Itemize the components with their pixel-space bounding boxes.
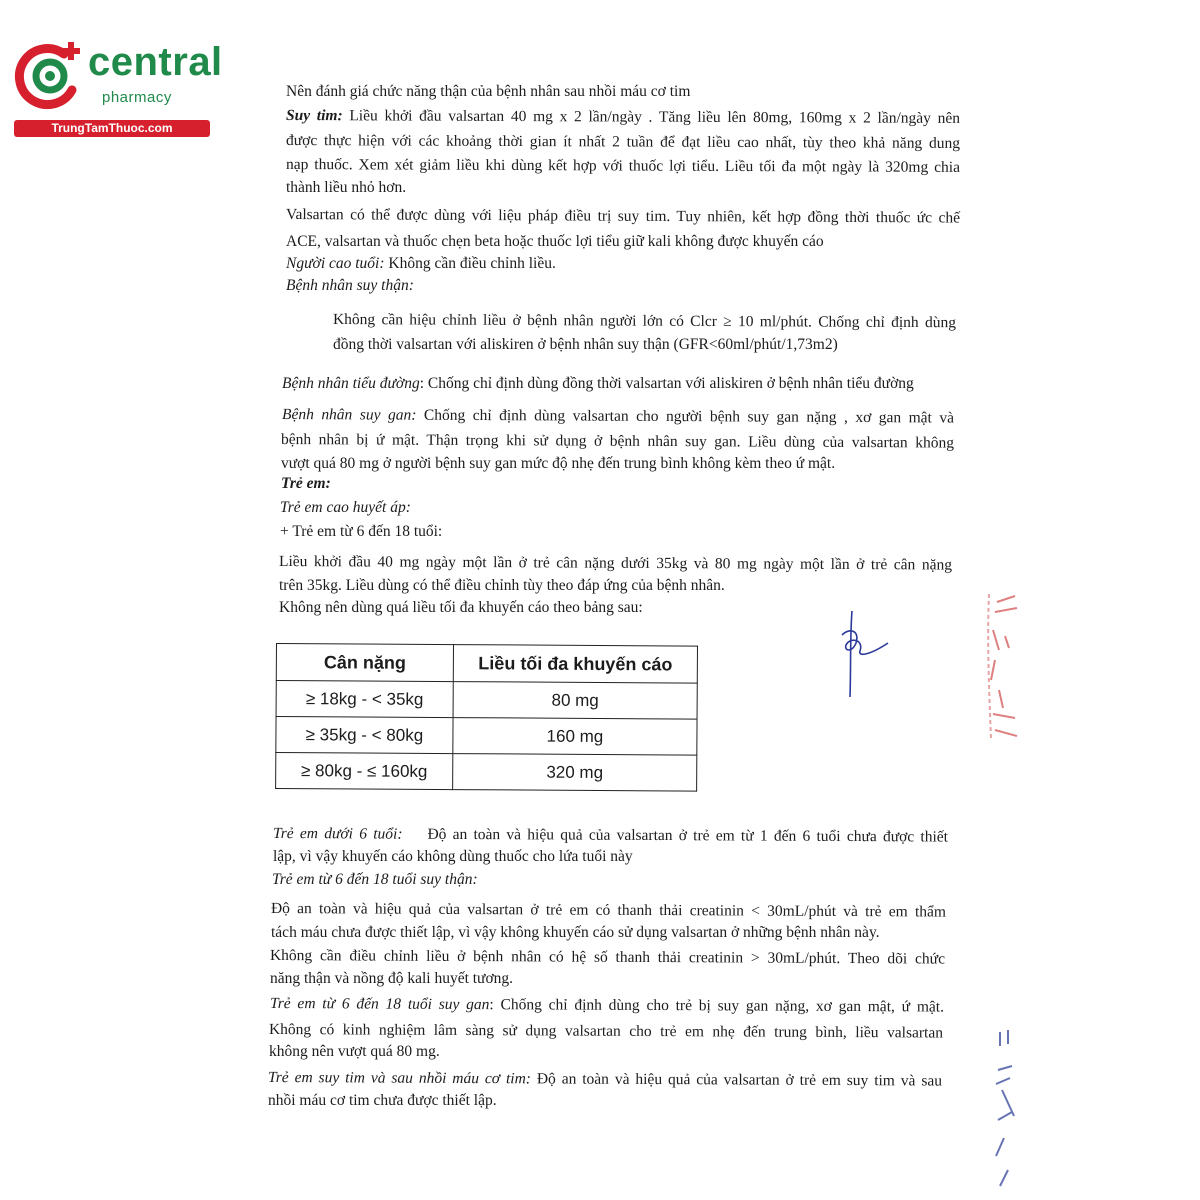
table-cell-weight: ≥ 35kg - < 80kg bbox=[276, 717, 453, 754]
heading-elderly: Người cao tuổi: bbox=[286, 255, 385, 272]
doc-line-text: : Chống chỉ định dùng cho trẻ bị suy gan nặng, xơ gan mật, ứ mật. bbox=[489, 996, 945, 1016]
doc-line: Liều khởi đầu 40 mg ngày một lần ở trẻ cân nặng dưới 35kg và 80 mg ngày một lần ở trẻ cân nặng bbox=[278, 553, 953, 574]
doc-line-text: : Chống chỉ định dùng đồng thời valsartan với aliskiren ở bệnh nhân tiểu đường bbox=[419, 375, 914, 392]
doc-line bbox=[286, 108, 960, 126]
doc-line bbox=[282, 376, 914, 392]
heading-heart-failure: Suy tim: bbox=[285, 107, 343, 125]
heading-children-heart-failure: Trẻ em suy tim và sau nhồi máu cơ tim: bbox=[267, 1069, 531, 1088]
signature-mark bbox=[830, 605, 900, 705]
table-row bbox=[276, 717, 697, 756]
doc-line: nạp thuốc. Xem xét giảm liều khi dùng kết hợp với thuốc lợi tiểu. Liều tối đa một ngày là 320mg chia bbox=[285, 156, 961, 176]
heading-children: Trẻ em: bbox=[281, 475, 331, 492]
doc-line: năng thận và nồng độ kali huyết tương. bbox=[270, 970, 514, 987]
doc-line: Valsartan có thể được dùng với liệu pháp điều trị suy tim. Tuy nhiên, kết hợp đồng thời thuốc ức chế bbox=[285, 206, 961, 227]
doc-line: thành liều nhỏ hơn. bbox=[286, 179, 407, 196]
table-cell-weight: ≥ 80kg - ≤ 160kg bbox=[276, 753, 453, 790]
doc-line: Nên đánh giá chức năng thận của bệnh nhân sau nhồi máu cơ tim bbox=[286, 83, 691, 100]
doc-line-text: Liều khởi đầu valsartan 40 mg x 2 lần/ngày . Tăng liều lên 80mg, 160mg x 2 lần/ngày nên bbox=[349, 107, 961, 127]
logo-url-banner: TrungTamThuoc.com bbox=[14, 120, 210, 137]
blue-stamp-fragment bbox=[990, 1020, 1020, 1190]
heading-children-under-6: Trẻ em dưới 6 tuổi: bbox=[272, 825, 403, 843]
doc-line: Không cần hiệu chỉnh liều ở bệnh nhân người lớn có Clcr ≥ 10 ml/phút. Chống chỉ định dùng bbox=[332, 311, 957, 332]
doc-line bbox=[268, 1070, 942, 1089]
doc-line: + Trẻ em từ 6 đến 18 tuổi: bbox=[280, 523, 443, 540]
logo-subtitle: pharmacy bbox=[102, 89, 172, 106]
heading-diabetes: Bệnh nhân tiểu đường bbox=[282, 375, 420, 392]
heading-hepatic-impairment: Bệnh nhân suy gan: bbox=[281, 406, 417, 424]
heading-children-renal: Trẻ em từ 6 đến 18 tuổi suy thận: bbox=[272, 871, 478, 888]
doc-line: bệnh nhân bị ứ mật. Thận trọng khi sử dụng ở bệnh nhân suy gan. Liều dùng của valsartan không bbox=[280, 431, 955, 452]
heading-renal-impairment: Bệnh nhân suy thận: bbox=[286, 277, 414, 294]
doc-line-text: Chống chỉ định dùng valsartan cho người bệnh suy gan nặng , xơ gan mật và bbox=[423, 406, 955, 427]
column-header-weight: Cân nặng bbox=[276, 644, 453, 682]
doc-line: vượt quá 80 mg ở người bệnh suy gan mức độ nhẹ đến trung bình không kèm theo ứ mật. bbox=[281, 455, 836, 472]
pharmacy-cross-icon bbox=[12, 38, 92, 118]
column-header-max-dose: Liều tối đa khuyến cáo bbox=[453, 645, 697, 683]
doc-line: không nên vượt quá 80 mg. bbox=[269, 1043, 440, 1060]
doc-line bbox=[270, 996, 944, 1015]
central-pharmacy-logo bbox=[12, 38, 223, 138]
table-cell-dose: 80 mg bbox=[453, 682, 697, 719]
doc-line: lập, vì vậy khuyến cáo không dùng thuốc cho lứa tuổi này bbox=[273, 848, 633, 865]
doc-line: Độ an toàn và hiệu quả của valsartan ở trẻ em có thanh thải creatinin < 30mL/phút và trẻ em thẩm bbox=[270, 900, 947, 921]
max-dose-table bbox=[275, 643, 698, 792]
doc-line-text: Không cần điều chỉnh liều. bbox=[388, 255, 556, 272]
doc-line-text: Độ an toàn và hiệu quả của valsartan ở trẻ em từ 1 đến 6 tuổi chưa được thiết bbox=[427, 825, 949, 846]
heading-children-hepatic: Trẻ em từ 6 đến 18 tuổi suy gan bbox=[269, 995, 490, 1014]
doc-line: Không có kinh nghiệm lâm sàng sử dụng valsartan cho trẻ em nhẹ đến trung bình, liều valsartan bbox=[268, 1021, 944, 1042]
logo-name: central bbox=[88, 40, 223, 84]
doc-line: được thực hiện với các khoảng thời gian ít nhất 2 tuần để đạt liều cao nhất, tùy theo khả năng dung bbox=[285, 132, 961, 152]
doc-line: ACE, valsartan và thuốc chẹn beta hoặc thuốc lợi tiểu giữ kali không được khuyến cáo bbox=[286, 233, 824, 250]
red-stamp-fragment bbox=[985, 590, 1020, 740]
doc-line bbox=[273, 826, 948, 845]
doc-line-text: Độ an toàn và hiệu quả của valsartan ở trẻ em suy tim và sau bbox=[536, 1070, 943, 1090]
doc-line: nhồi máu cơ tim chưa được thiết lập. bbox=[268, 1092, 497, 1109]
table-cell-weight: ≥ 18kg - < 35kg bbox=[276, 681, 453, 718]
table-cell-dose: 160 mg bbox=[453, 718, 697, 755]
doc-line: tách máu chưa được thiết lập, vì vậy không khuyến cáo sử dụng valsartan ở những bệnh nhân này. bbox=[271, 924, 880, 941]
doc-line: trên 35kg. Liều dùng có thể điều chỉnh tùy theo đáp ứng của bệnh nhân. bbox=[279, 577, 725, 594]
table-header-row bbox=[276, 644, 697, 684]
doc-line bbox=[282, 407, 954, 426]
doc-line bbox=[286, 256, 556, 272]
table-cell-dose: 320 mg bbox=[453, 754, 697, 791]
doc-line: Không cần điều chỉnh liều ở bệnh nhân có hệ số thanh thải creatinin > 30mL/phút. Theo dõi chức bbox=[269, 947, 946, 968]
doc-line: Không nên dùng quá liều tối đa khuyến cáo theo bảng sau: bbox=[279, 599, 643, 616]
doc-line: đồng thời valsartan với aliskiren ở bệnh nhân suy thận (GFR<60ml/phút/1,73m2) bbox=[333, 336, 838, 353]
table-row bbox=[276, 681, 697, 720]
table-row bbox=[276, 753, 697, 792]
heading-children-hypertension: Trẻ em cao huyết áp: bbox=[280, 499, 411, 516]
